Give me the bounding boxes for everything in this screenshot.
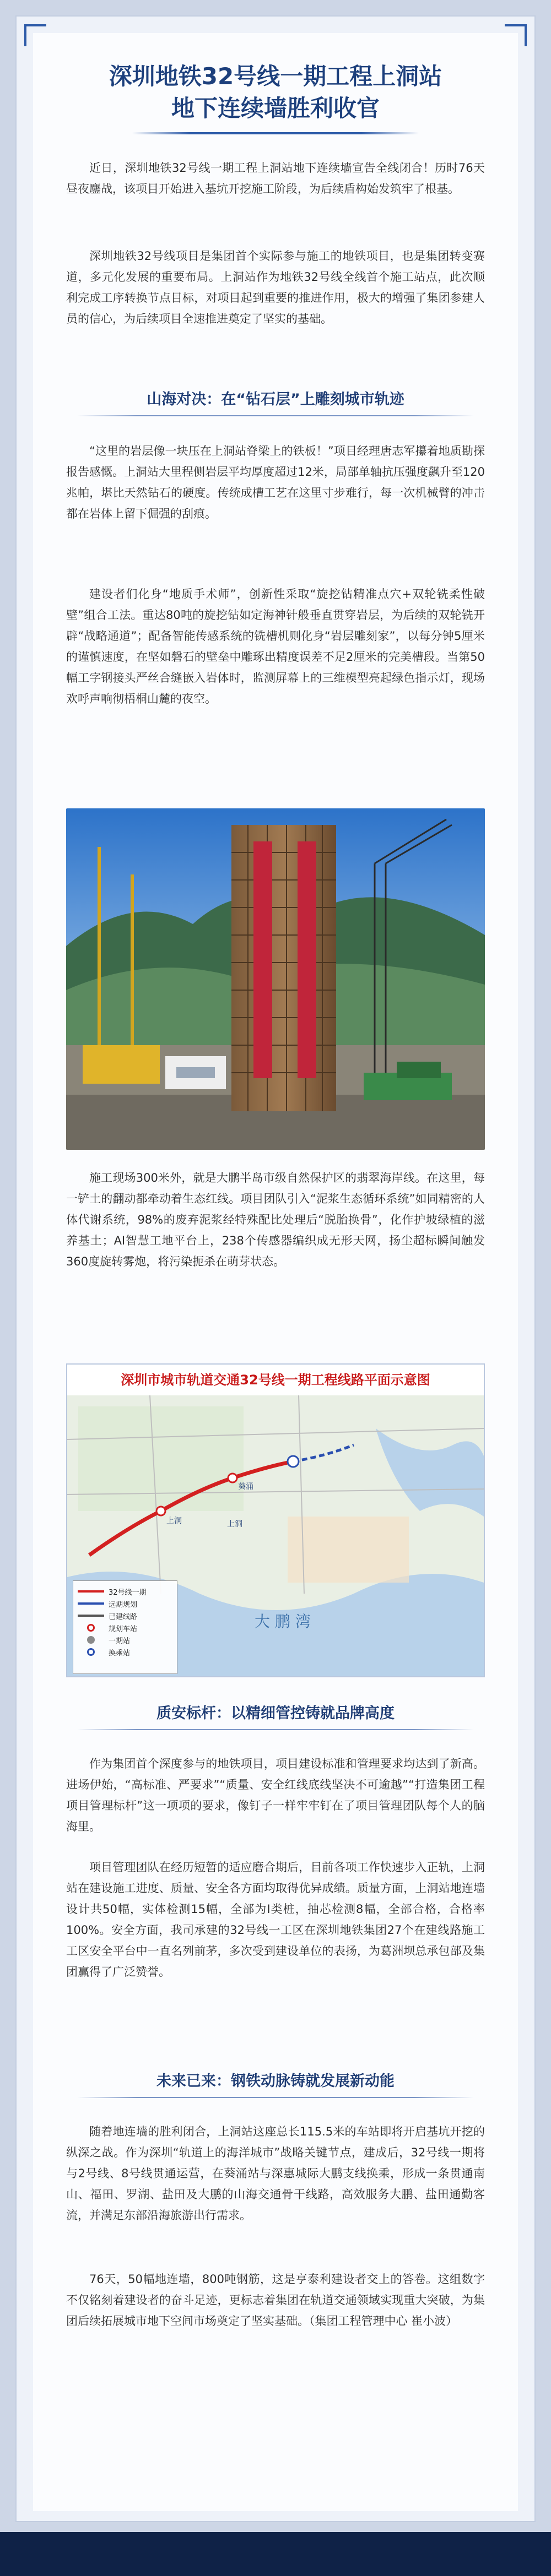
legend-row	[78, 1622, 172, 1634]
map-station-2: 葵涌	[238, 1482, 253, 1491]
title-line-2: 地下连续墙胜利收官	[171, 95, 380, 122]
section1-paragraph-2: 建设者们化身“地质手术师”，创新性采取“旋挖钻精准点穴+双轮铣柔性破壁”组合工法。重达80吨的旋挖钻如定海神针般垂直贯穿岩层，为后续的双轮铣开辟“战略通道”；配备智能传感系统的铣槽机则化身“岩层雕刻家”，以每分钟5厘米的谨慎速度，在坚如磐石的壁垒中雕琢出精度误差不足2厘米的完美槽段。当第50幅工字钢接头严丝合缝嵌入岩体时，监测屏幕上的三维模型亮起绿色指示灯，现场欢呼声响彻梧桐山麓的夜空。	[66, 588, 485, 705]
title-line-1: 深圳地铁32号线一期工程上洞站	[109, 63, 442, 90]
section-heading-2	[33, 1703, 518, 1730]
route-map	[66, 1363, 485, 1677]
section-heading-3	[33, 2070, 518, 2098]
section1-paragraph-1: “这里的岩层像一块压在上洞站脊梁上的铁板！”项目经理唐志军攥着地质勘探报告感慨。上洞站大里程侧岩层平均厚度超过12米，局部单轴抗压强度飙升至120兆帕，堪比天然钻石的硬度。传统成槽工艺在这里寸步难行，每一次机械臂的冲击都在岩体上留下倔强的刮痕。	[66, 444, 485, 520]
map-station-1: 上洞	[166, 1517, 182, 1525]
legend-label: 换乘站	[109, 1649, 131, 1657]
legend-row	[78, 1610, 172, 1622]
legend-swatch-phase1-station	[87, 1636, 95, 1644]
section-heading-1-rule	[77, 415, 474, 416]
frame-corner-top-right	[505, 24, 527, 46]
map-legend	[73, 1580, 177, 1674]
title-underline	[132, 132, 419, 134]
legend-label: 32号线一期	[109, 1588, 147, 1597]
section-heading-3-text: 未来已来：钢铁动脉铸就发展新动能	[156, 2073, 395, 2090]
legend-swatch-planned-station	[87, 1624, 95, 1632]
legend-label: 远期规划	[109, 1600, 138, 1609]
map-bay-label: 大 鹏 湾	[255, 1612, 311, 1631]
construction-site-illustration	[66, 808, 485, 1150]
legend-swatch-existing	[78, 1615, 104, 1617]
legend-label: 已建线路	[109, 1612, 138, 1621]
construction-site-photo	[66, 808, 485, 1150]
section-heading-1	[33, 389, 518, 416]
section2-paragraph-2: 项目管理团队在经历短暂的适应磨合期后，目前各项工作快速步入正轨，上洞站在建设施工进度、质量、安全各方面均取得优异成绩。质量方面，上洞站地连墙设计共50幅，实体检测15幅，全部为Ⅰ类桩，抽芯检测8幅，全部合格，合格率100%。安全方面，我司承建的32号线一工区在深圳地铁集团27个在建线路施工工区安全平台中一直名列前茅，多次受到建设单位的表扬，为葛洲坝总承包部及集团赢得了广泛赞誉。	[66, 1861, 485, 1979]
frame-corner-top-left	[24, 24, 46, 46]
legend-label: 规划车站	[109, 1624, 138, 1633]
intro-paragraph-1: 近日，深圳地铁32号线一期工程上洞站地下连续墙宣告全线闭合！历时76天昼夜鏖战，该项目开始进入基坑开挖施工阶段，为后续盾构始发筑牢了根基。	[66, 161, 485, 195]
legend-row	[78, 1597, 172, 1610]
section-heading-3-rule	[77, 2097, 474, 2098]
eco-paragraph: 施工现场300米外，就是大鹏半岛市级自然保护区的翡翠海岸线。在这里，每一铲土的翻动都牵动着生态红线。项目团队引入“泥浆生态循环系统”如同精密的人体代谢系统，98%的废弃泥浆经特殊配比处理后“脱胎换骨”，化作护坡绿植的滋养基土；AI智慧工地平台上，238个传感器编织成无形天网，扬尘超标瞬间触发360度旋转雾炮，将污染扼杀在萌芽状态。	[66, 1171, 485, 1268]
legend-row	[78, 1585, 172, 1597]
legend-label: 一期站	[109, 1637, 131, 1645]
section-heading-2-rule	[77, 1729, 474, 1730]
footer-band	[0, 2532, 551, 2576]
section3-paragraph-2: 76天，50幅地连墙，800吨钢筋，这是亨泰利建设者交上的答卷。这组数字不仅铭刻着建设者的奋斗足迹，更标志着集团在轨道交通领域实现重大突破，为集团后续拓展城市地下空间市场奠定了坚实基础。（集团工程管理中心 崔小波）	[66, 2273, 485, 2328]
section3-paragraph-1: 随着地连墙的胜利闭合，上洞站这座总长115.5米的车站即将开启基坑开挖的纵深之战。作为深圳“轨道上的海洋城市”战略关键节点，建成后，32号线一期将与2号线、8号线贯通运营，在葵涌站与深惠城际大鹏支线换乘，形成一条贯通南山、福田、罗湖、盐田及大鹏的山海交通骨干线路，高效服务大鹏、盐田通勤客流，并满足东部沿海旅游出行需求。	[66, 2125, 485, 2222]
legend-swatch-future	[78, 1602, 104, 1605]
section2-paragraph-1: 作为集团首个深度参与的地铁项目，项目建设标准和管理要求均达到了新高。进场伊始，“高标准、严要求”“质量、安全红线底线坚决不可逾越”“打造集团工程项目管理标杆”这一项项的要求，像钉子一样牢牢钉在了项目管理团队每个人的脑海里。	[66, 1757, 485, 1833]
legend-swatch-line32	[78, 1590, 104, 1593]
legend-row	[78, 1646, 172, 1658]
legend-row	[78, 1634, 172, 1646]
intro-paragraph-2: 深圳地铁32号线项目是集团首个实际参与施工的地铁项目，也是集团转变赛道，多元化发展的重要布局。上洞站作为地铁32号线全线首个施工站点，此次顺利完成工序转换节点目标，对项目起到重要的推进作用，极大的增强了集团参建人员的信心，为后续项目全速推进奠定了坚实的基础。	[66, 249, 485, 325]
article-title	[33, 61, 518, 134]
legend-swatch-interchange	[87, 1648, 95, 1656]
section-heading-2-text: 质安标杆：以精细管控铸就品牌高度	[156, 1705, 395, 1722]
map-station-3: 上洞	[227, 1520, 242, 1529]
map-title: 深圳市城市轨道交通32号线一期工程线路平面示意图	[67, 1365, 484, 1395]
section-heading-1-text: 山海对决：在“钻石层”上雕刻城市轨迹	[147, 391, 404, 408]
